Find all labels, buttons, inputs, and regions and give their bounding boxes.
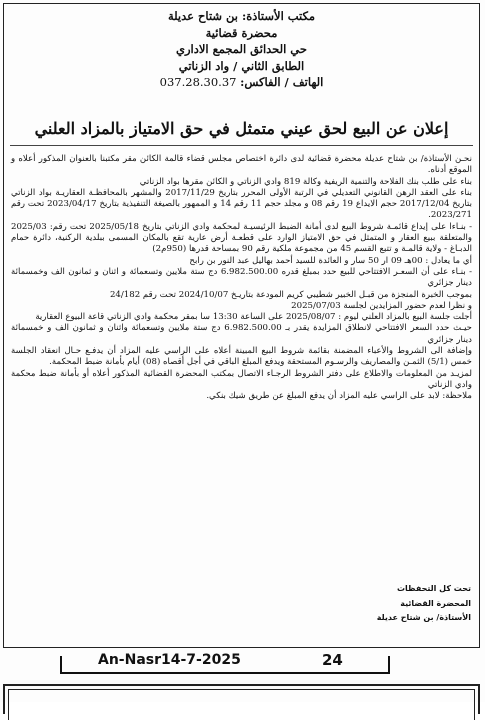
phone-value: 037.28.30.37 — [159, 75, 237, 90]
address-line-2: الطابق الثاني / واد الزناتي — [178, 58, 305, 73]
signature-title: المحضرة القضائية — [400, 598, 471, 608]
profession: محضرة قضائية — [205, 25, 278, 40]
next-notice-inner-border — [8, 689, 475, 720]
title-divider — [10, 145, 473, 146]
next-notice-frame — [3, 684, 480, 714]
office-name: مكتب الأستاذة: بن شتاح عديلة — [167, 9, 316, 23]
notice-header — [4, 8, 479, 91]
footer-bracket-left — [60, 656, 62, 672]
signature-reservation: تحت كل التحفظات — [397, 584, 471, 593]
phone-label: الهاتف / الفاكس: — [240, 75, 324, 90]
signature-block — [377, 582, 471, 626]
body-paragraph: و نظرا لعدم حضور المزايدين لجلسة 2025/07/03 — [291, 300, 472, 311]
body-paragraph: بموجب الخبرة المنجزة من قبـل الخبير شطيبي كريم المودعة بتاريـخ 2024/10/07 تحت رقم 24/182 — [109, 289, 472, 300]
page-number: 24 — [322, 651, 343, 669]
body-paragraph: بناء على العقد الرهن القانوني التعديلي في الرتبة الأولى المحرر بتاريخ 2017/11/29 والمشهر بالمحافظـة العقاريـة بواد الزناتي بتاريخ 2017/12/04 حجم الايداع 19 رقم 08 و مجلد حجم 11 رقم 14 و الممهور بالصيغة التنفيذية بتاريخ 2023/04/17 تحت رقم 2023/271. — [11, 187, 472, 221]
body-paragraph: أي ما يعادل : 00هـ 09 ار 50 سار و العائدة للسيد أحمد بهاليل عبد النور بن رابح — [189, 255, 472, 266]
body-paragraph: نحـن الأستاذة/ بن شتاح عديلة محضرة قضائية لدى دائرة اختصاص مجلس قضاء قالمة الكائن مقر مكتبنا بالعنوان المذكور أعلاه و الموقع أدناه. — [11, 154, 472, 176]
footer-bracket-right — [388, 656, 390, 672]
signature-name: الأستاذة/ بن شتاح عديلة — [376, 613, 471, 622]
body-paragraph: ملاحظة: لابد على الراسي عليه المزاد أن يدفع المبلغ عن طريق شيك بنكي. — [206, 391, 472, 402]
body-paragraph: - بنـاءا على إيداع قائمـة شروط البيع لدى أمانة الضبط الرئيسيـة لمحكمة وادي الزناتي بتاريخ 2025/05/18 تحت رقم: 2025/03 والمتعلقة ببيع العقار و المتمثل في حق الامتياز الوارد على قطعـة أرض عارية تقع بالمكان المسمى ببلدية الركنية، دائرة حمام الدبـاغ - ولاية قالمـة و تتبع القسم 45 من مجموعة ملكية رقم 90 بمساحة قدرها (950م2) — [11, 221, 473, 255]
body-paragraph: وإضافة الى الشروط والأعباء المضمنة بقائمة شروط البيع المبينة أعلاه على الراسي عليه المزاد أن يدفـع حـال انعقاد الجلسة خمس (5/1) الثمـن والمصاريف والرسـوم المستحقة ويدفع المبلغ الباقي في أجل أقصاه (08) أيام بأمانة ضبط المحكمة. — [11, 346, 472, 368]
phone-line — [4, 74, 479, 91]
body-paragraph: - بنـاء على أن السعـر الافتتاحي للبيع حدد بمبلغ قدره 6.982.500.00 دج ستة ملايين وتسعمائة و اثنان و ثمانون الف وخمسمائة دينار جزائري — [11, 266, 472, 289]
body-paragraph: لمزيـد من المعلومات والاطلاع على دفتر الشروط الرجـاء الاتصال بمكتب المحضرة القضائية المذكور أعلاه أو بأمانة ضبط محكمة وادي الزناتي — [11, 368, 472, 390]
body-paragraph: حيـث حدد السعر الافتتاحي لانطلاق المزايدة يقدر بـ 6.982.500.00 دج ستة ملايين وتسعمائة واثنان و ثمانون الف و خمسمائة دينار جزائري — [11, 323, 472, 345]
notice-title: إعلان عن البيع لحق عيني متمثل في حق الامتياز بالمزاد العلني — [34, 119, 449, 138]
page-footer — [60, 650, 390, 674]
notice-body — [11, 154, 472, 403]
address-line-1: حي الحدائق المجمع الاداري — [175, 42, 307, 57]
newspaper-issue: An-Nasr14-7-2025 — [98, 652, 241, 668]
body-paragraph: أجلت جلسة البيع بالمزاد العلني ليوم : 2025/08/07 على الساعة 13:30 سا بمقر محكمة وادي الزناتي قاعة البيوع العقارية — [35, 312, 472, 323]
body-paragraph: بناء على طلب بنك الفلاحة والتنمية الريفية وكالة 819 وادي الزناتي و الكائن مقرها بواد الزناتي — [139, 176, 472, 187]
legal-notice — [3, 3, 480, 648]
